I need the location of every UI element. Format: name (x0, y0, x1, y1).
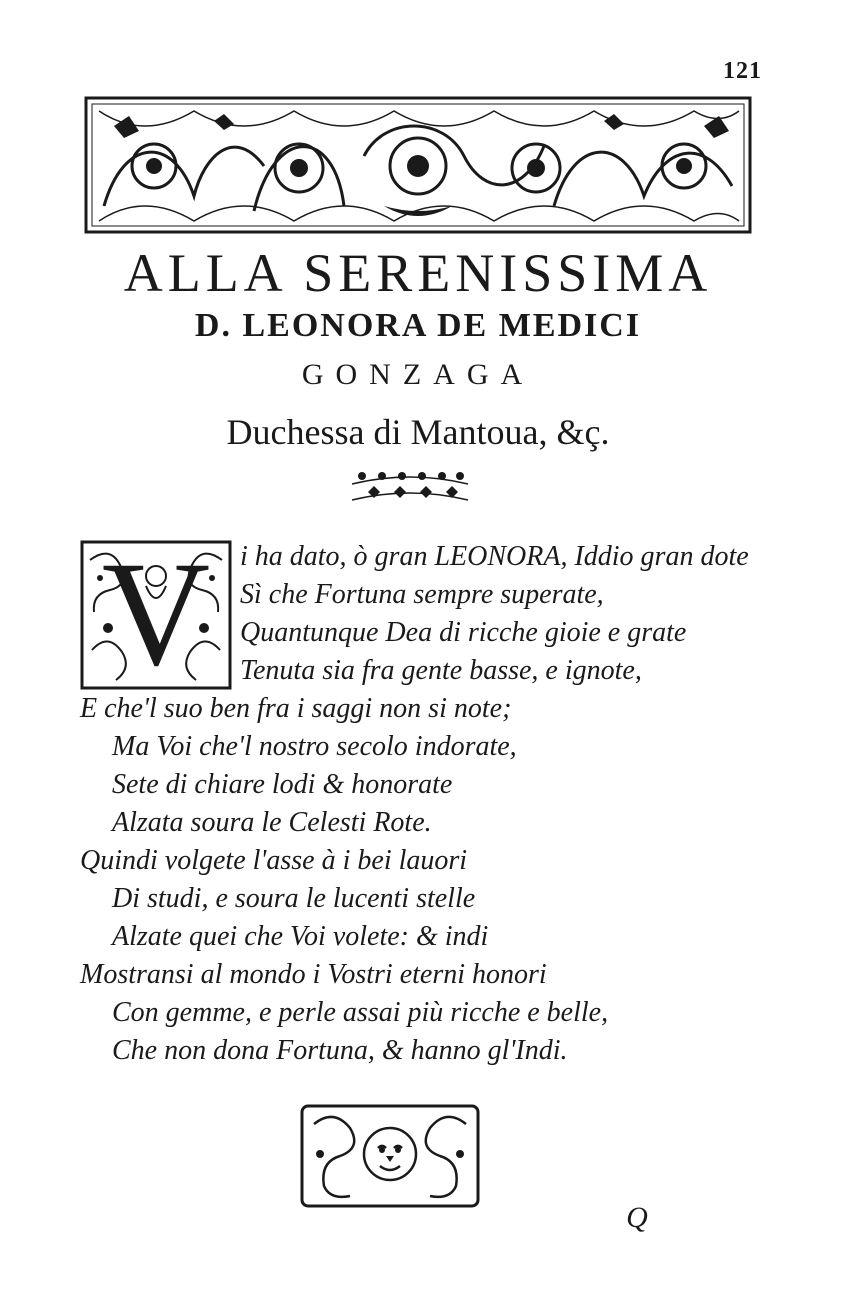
title-line-2: D. LEONORA DE MEDICI (194, 307, 642, 344)
signature-mark: Q (626, 1201, 648, 1234)
title-line-4: Duchessa di Mantoua, &ç. (226, 412, 610, 452)
verse-line: Tenuta sia fra gente basse, e ignote, (240, 655, 642, 686)
mask-cartouche-ornament-icon (300, 1104, 480, 1208)
verse-line: Alzata soura le Celesti Rote. (112, 807, 432, 838)
verse-line: Mostransi al mondo i Vostri eterni honori (80, 959, 547, 990)
title-line-3: GONZAGA (301, 358, 535, 391)
verse-line: Che non dona Fortuna, & hanno gl'Indi. (112, 1035, 568, 1066)
verse-line: Ma Voi che'l nostro secolo indorate, (112, 731, 517, 762)
page-number: 121 (723, 58, 762, 84)
verse-line: i ha dato, ò gran LEONORA, Iddio gran dote (240, 541, 749, 572)
title-line-1: ALLA SERENISSIMA (123, 243, 713, 303)
verse-line: Sì che Fortuna sempre superate, (240, 579, 604, 610)
verse-line: Quindi volgete l'asse à i bei lauori (80, 845, 468, 876)
verse-line: E che'l suo ben fra i saggi non si note; (80, 693, 512, 724)
verse-line: Alzate quei che Voi volete: & indi (112, 921, 489, 952)
initial-letter: V (101, 531, 211, 697)
verse-line: Quantunque Dea di ricche gioie e grate (240, 617, 687, 648)
verse-line: Di studi, e soura le lucenti stelle (112, 883, 476, 914)
verse-line: Sete di chiare lodi & honorate (112, 769, 453, 800)
verse-line: Con gemme, e perle assai più ricche e belle, (112, 997, 609, 1028)
